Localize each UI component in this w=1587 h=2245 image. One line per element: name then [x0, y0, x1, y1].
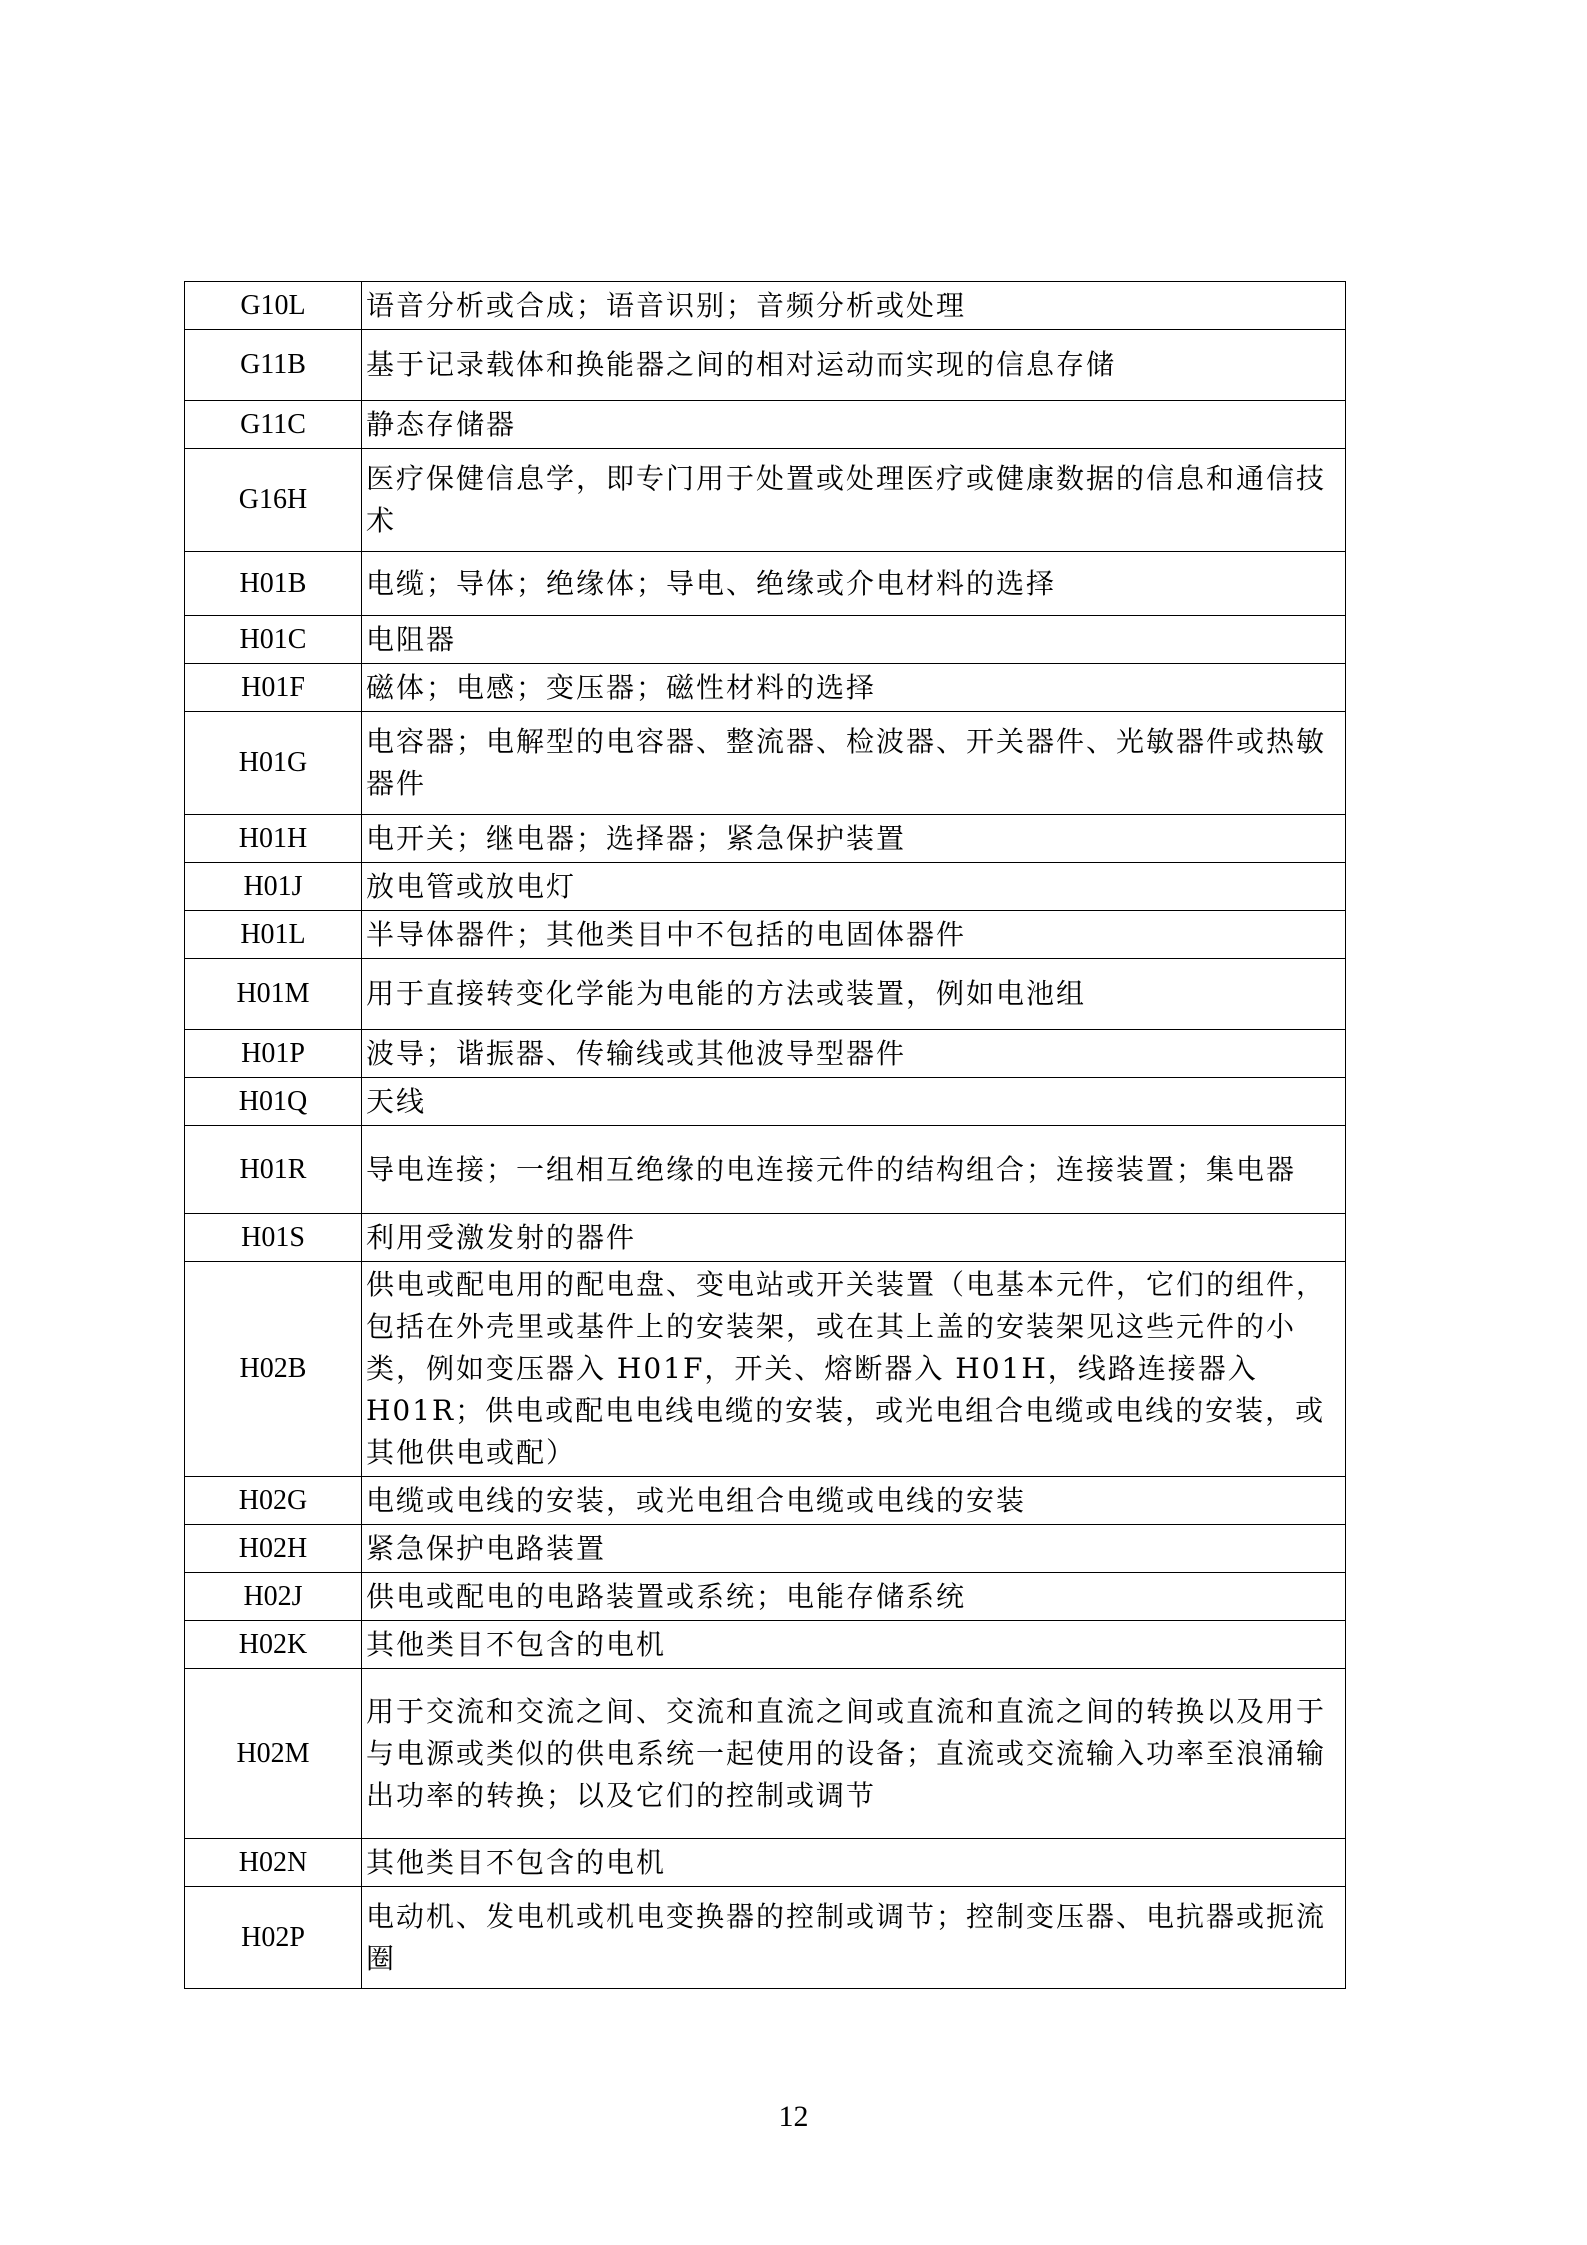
table-row [185, 1839, 1346, 1887]
table-row [185, 449, 1346, 552]
table-row [185, 1030, 1346, 1078]
description-cell: 基于记录载体和换能器之间的相对运动而实现的信息存储 [362, 330, 1346, 401]
description-cell: 放电管或放电灯 [362, 863, 1346, 911]
table-row [185, 815, 1346, 863]
table-row [185, 664, 1346, 712]
code-cell: H01R [185, 1126, 362, 1214]
code-cell: G10L [185, 282, 362, 330]
description-cell: 紧急保护电路装置 [362, 1525, 1346, 1573]
code-cell: H02M [185, 1669, 362, 1839]
page-number: 12 [778, 2100, 809, 2133]
description-cell: 电动机、发电机或机电变换器的控制或调节；控制变压器、电抗器或扼流圈 [362, 1887, 1346, 1989]
code-cell: H01H [185, 815, 362, 863]
table-row [185, 1525, 1346, 1573]
table-row [185, 1887, 1346, 1989]
code-cell: H02J [185, 1573, 362, 1621]
table-row [185, 1126, 1346, 1214]
table-row [185, 1621, 1346, 1669]
description-cell: 天线 [362, 1078, 1346, 1126]
code-cell: H02N [185, 1839, 362, 1887]
description-cell: 其他类目不包含的电机 [362, 1839, 1346, 1887]
table-row [185, 1262, 1346, 1477]
description-cell: 电阻器 [362, 616, 1346, 664]
table-row [185, 282, 1346, 330]
description-cell: 其他类目不包含的电机 [362, 1621, 1346, 1669]
table-row [185, 401, 1346, 449]
description-cell: 供电或配电的电路装置或系统；电能存储系统 [362, 1573, 1346, 1621]
description-cell: 用于交流和交流之间、交流和直流之间或直流和直流之间的转换以及用于与电源或类似的供电系统一起使用的设备；直流或交流输入功率至浪涌输出功率的转换；以及它们的控制或调节 [362, 1669, 1346, 1839]
code-cell: H02P [185, 1887, 362, 1989]
code-cell: H01L [185, 911, 362, 959]
description-cell: 电缆或电线的安装，或光电组合电缆或电线的安装 [362, 1477, 1346, 1525]
table-body [185, 282, 1346, 1989]
table-row [185, 1669, 1346, 1839]
code-cell: H01P [185, 1030, 362, 1078]
table-row [185, 616, 1346, 664]
description-cell: 用于直接转变化学能为电能的方法或装置，例如电池组 [362, 959, 1346, 1030]
code-cell: H02G [185, 1477, 362, 1525]
description-cell: 导电连接；一组相互绝缘的电连接元件的结构组合；连接装置；集电器 [362, 1126, 1346, 1214]
description-cell: 电开关；继电器；选择器；紧急保护装置 [362, 815, 1346, 863]
table-row [185, 959, 1346, 1030]
description-cell: 利用受激发射的器件 [362, 1214, 1346, 1262]
code-cell: H01G [185, 712, 362, 815]
table-row [185, 863, 1346, 911]
code-cell: H02H [185, 1525, 362, 1573]
table-row [185, 552, 1346, 616]
description-cell: 静态存储器 [362, 401, 1346, 449]
code-cell: H01S [185, 1214, 362, 1262]
table-row [185, 1214, 1346, 1262]
table-row [185, 1573, 1346, 1621]
code-cell: H01Q [185, 1078, 362, 1126]
description-cell: 磁体；电感；变压器；磁性材料的选择 [362, 664, 1346, 712]
code-cell: G16H [185, 449, 362, 552]
code-cell: H01M [185, 959, 362, 1030]
description-cell: 语音分析或合成；语音识别；音频分析或处理 [362, 282, 1346, 330]
description-cell: 电缆；导体；绝缘体；导电、绝缘或介电材料的选择 [362, 552, 1346, 616]
description-cell: 医疗保健信息学，即专门用于处置或处理医疗或健康数据的信息和通信技术 [362, 449, 1346, 552]
table-row [185, 712, 1346, 815]
description-cell: 波导；谐振器、传输线或其他波导型器件 [362, 1030, 1346, 1078]
classification-table [184, 281, 1346, 1989]
table-row [185, 1477, 1346, 1525]
table-row [185, 330, 1346, 401]
table-row [185, 1078, 1346, 1126]
description-cell: 电容器；电解型的电容器、整流器、检波器、开关器件、光敏器件或热敏器件 [362, 712, 1346, 815]
code-cell: H01F [185, 664, 362, 712]
code-cell: G11B [185, 330, 362, 401]
code-cell: H01J [185, 863, 362, 911]
description-cell: 供电或配电用的配电盘、变电站或开关装置（电基本元件，它们的组件，包括在外壳里或基件上的安装架，或在其上盖的安装架见这些元件的小类，例如变压器入 H01F，开关、熔断器入 H01H，线路连接器入 H01R；供电或配电电线电缆的安装，或光电组合电缆或电线的安装，或其他供电或配） [362, 1262, 1346, 1477]
code-cell: G11C [185, 401, 362, 449]
description-cell: 半导体器件；其他类目中不包括的电固体器件 [362, 911, 1346, 959]
table-row [185, 911, 1346, 959]
code-cell: H01C [185, 616, 362, 664]
code-cell: H02B [185, 1262, 362, 1477]
code-cell: H01B [185, 552, 362, 616]
code-cell: H02K [185, 1621, 362, 1669]
